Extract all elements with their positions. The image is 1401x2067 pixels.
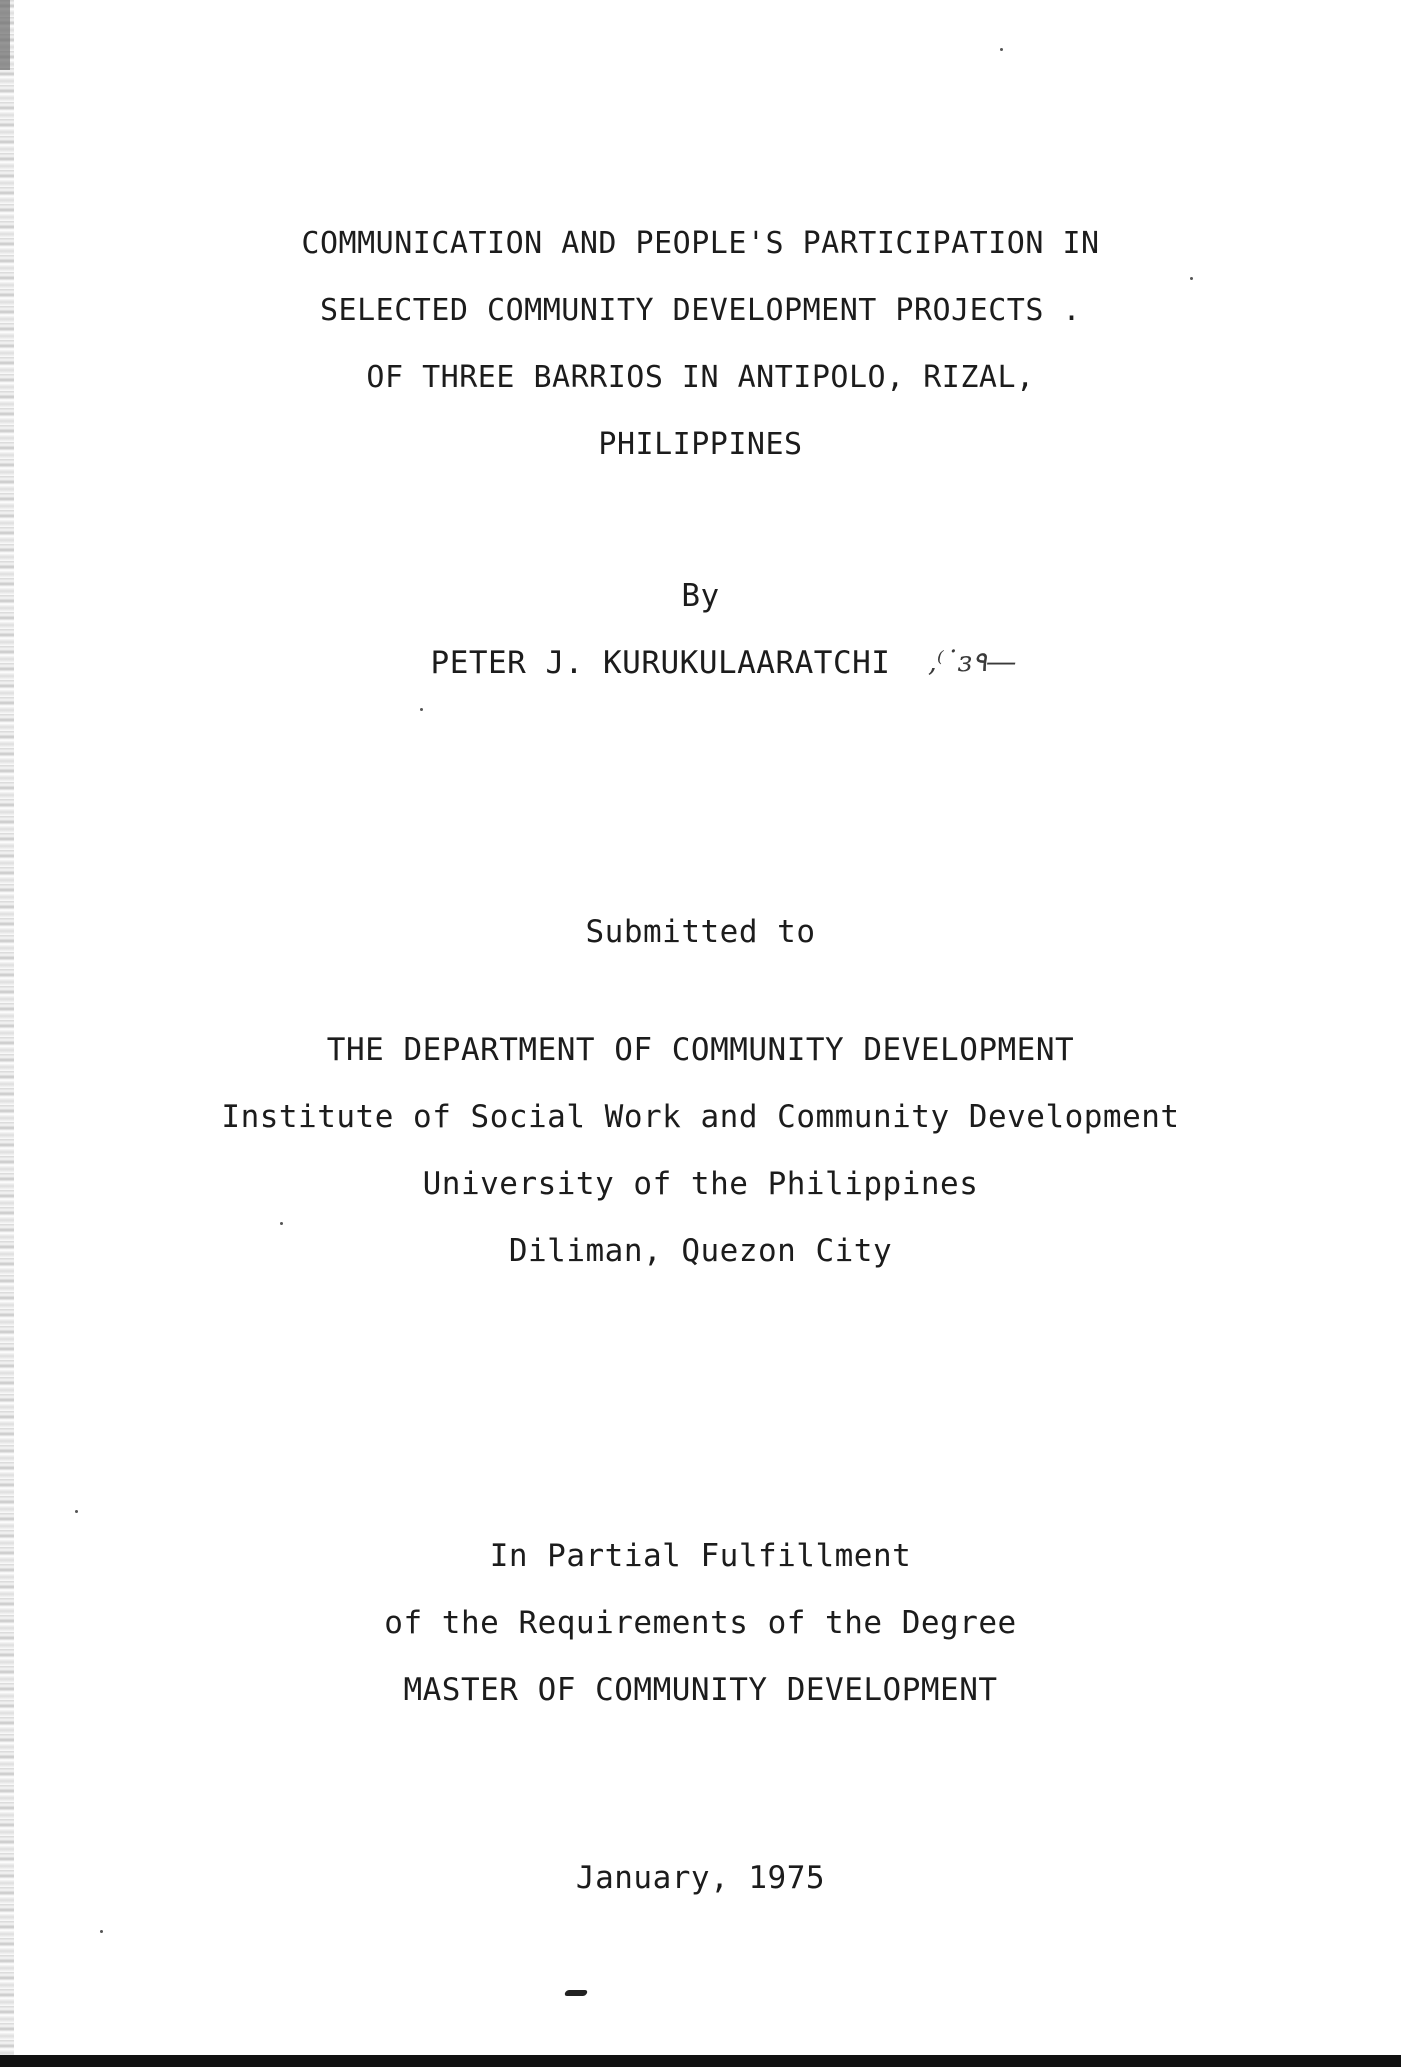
scan-speck [1190,277,1193,280]
location-line: Diliman, Quezon City [508,1233,893,1269]
title-line-3: OF THREE BARRIOS IN ANTIPOLO, RIZAL, [366,360,1035,395]
scan-edge-bottom [0,2055,1401,2067]
institute-line: Institute of Social Work and Community Development [221,1099,1180,1135]
handwritten-note: ,⁽˙ɜ٩― [928,645,1016,678]
title-line-1: COMMUNICATION AND PEOPLE'S PARTICIPATION IN [301,226,1100,261]
title-line-2: SELECTED COMMUNITY DEVELOPMENT PROJECTS . [319,293,1082,328]
by-label: By [681,578,720,614]
scan-speck [420,708,423,711]
submitted-label: Submitted to [585,914,816,950]
title-line-4: PHILIPPINES [598,427,803,462]
fulfillment-line-2: of the Requirements of the Degree [384,1605,1017,1641]
date-line: January, 1975 [575,1860,826,1896]
university-line: University of the Philippines [422,1166,979,1202]
scan-mark [564,1990,588,1996]
author-name: PETER J. KURUKULAARATCHI [430,645,891,681]
department-line: THE DEPARTMENT OF COMMUNITY DEVELOPMENT [326,1032,1075,1068]
scan-speck [280,1222,283,1225]
degree-line: MASTER OF COMMUNITY DEVELOPMENT [403,1672,998,1708]
scan-speck [1000,48,1003,51]
scan-speck [100,1930,103,1933]
scan-speck [75,1510,78,1513]
scan-edge-left-dark [0,0,10,70]
fulfillment-line-1: In Partial Fulfillment [489,1538,912,1574]
